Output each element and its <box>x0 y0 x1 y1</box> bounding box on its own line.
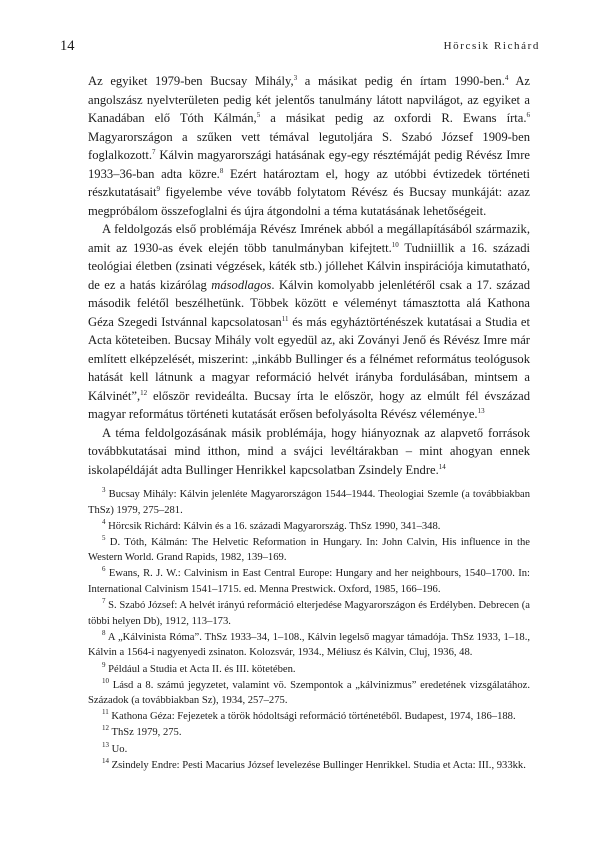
footnotes <box>88 487 530 774</box>
footnote <box>88 519 530 535</box>
footnote-number: 3 <box>102 486 106 494</box>
footnote-number: 10 <box>102 676 109 685</box>
text-run: először revideálta. Bucsay írta le először, hogy az elmúlt fél évszázad magyar református történeti kutatását erősen befolyásolta Révész véleménye. <box>88 388 530 421</box>
footnote <box>88 487 530 518</box>
footnote-ref: 10 <box>391 240 399 249</box>
footnote-ref: 4 <box>504 74 509 82</box>
text-run: Kálvin magyarországi hatásának egy-egy résztémáját pedig Révész Imre 1933–36-ban adta közre. <box>88 148 530 181</box>
footnote-ref: 9 <box>156 185 161 193</box>
text-run: figyelembe véve tovább folytatom Révész és Bucsay munkáját: azaz megpróbálom összefoglalni és újra átgondolni a téma kutatásának lehetőségeit. <box>88 185 530 218</box>
footnote <box>88 630 530 661</box>
paragraph-2 <box>88 220 530 424</box>
text-run: és más egyháztörténészek kutatásai a Studia et Acta köteteiben. Bucsay Mihály volt egyedül az, aki Zoványi Jenő és Révész Imre már említett elképzelését, miszerint: „inkább Bullinger és a félnémet református teológusok hatását kell látnunk a magyar reformáció helvét irányba fordulásában, mintsem a Kálvinét”, <box>88 314 530 403</box>
page-number: 14 <box>60 38 75 54</box>
footnote-ref: 6 <box>526 111 531 119</box>
footnote-ref: 7 <box>152 148 156 156</box>
running-head: Hörcsik Richárd <box>443 40 540 52</box>
footnote-number: 8 <box>102 628 106 637</box>
footnote-ref: 5 <box>256 111 261 119</box>
footnote-text: D. Tóth, Kálmán: The Helvetic Reformation in Hungary. In: John Calvin, His influence in the Western World. Grand Rapids, 1982, 139–169. <box>88 536 531 564</box>
footnote-text: Hörcsik Richárd: Kálvin és a 16. századi Magyarország. ThSz 1990, 341–348. <box>108 520 441 532</box>
main-text <box>88 72 530 479</box>
footnote-number: 5 <box>102 533 106 542</box>
footnote-text: S. Szabó József: A helvét irányú reformáció elterjedése Magyarországon és Erdélyben. Debrecen (a többi helyen Db), 1912, 113–173. <box>88 600 530 627</box>
footnote <box>88 566 530 597</box>
footnote-number: 4 <box>102 517 106 526</box>
text-run: A téma feldolgozásának másik problémája, hogy hiányoznak az alapvető források továbbkutatásai mind itthon, mind a svájci levéltárakban – mint ahogyan ennek iskolapéldáját adta Bullinger Henrikkel kapcsolatban Zsindely Endre. <box>88 425 530 477</box>
footnote-number: 14 <box>102 756 109 765</box>
footnote-ref: 3 <box>293 74 298 82</box>
footnote <box>88 758 530 774</box>
footnote-number: 9 <box>102 660 106 669</box>
text-run: Az egyiket 1979-ben Bucsay Mihály, <box>88 74 294 88</box>
footnote-text: ThSz 1979, 275. <box>111 727 182 739</box>
footnote <box>88 535 530 566</box>
text-run: Magyarországon a szűken vett témával legutoljára S. Szabó József 1909-ben foglalkozott. <box>88 129 530 162</box>
italic-term: másodlagos <box>211 277 272 292</box>
footnote <box>88 742 530 758</box>
footnote-text: Lásd a 8. számú jegyzetet, valamint vö. Szempontok a „kálvinizmus” eredetének vizsgálatához. Századok (a továbbiakban Sz), 1934, 257–275. <box>88 679 530 707</box>
footnote-number: 11 <box>102 708 109 717</box>
footnote-ref: 12 <box>140 388 148 397</box>
footnote-number: 13 <box>102 740 109 749</box>
footnote-number: 12 <box>102 724 109 733</box>
footnote-text: Zsindely Endre: Pesti Macarius József levelezése Bullinger Henrikkel. Studia et Acta: III., 933kk. <box>111 759 526 771</box>
footnote <box>88 598 530 629</box>
footnote-text: Bucsay Mihály: Kálvin jelenléte Magyarországon 1544–1944. Theologiai Szemle (a továbbiakban ThSz) 1979, 275–281. <box>88 489 530 516</box>
footnote <box>88 709 530 725</box>
text-run: a másikat pedig én írtam 1990-ben. <box>297 74 505 88</box>
footnote-text: Ewans, R. J. W.: Calvinism in East Central Europe: Hungary and her neighbours, 1540–1700. In: International Calvinism 1541–1715. ed. Menna Prestwick. Oxford, 1985, 166–196. <box>88 568 530 596</box>
footnote-text: Kathona Géza: Fejezetek a török hódoltsági reformáció történetéből. Budapest, 1974, 186–188. <box>111 711 516 723</box>
footnote-ref: 11 <box>281 314 289 323</box>
text-run: Tudniillik a 16. századi teológiai életben (zsinati végzések, káték stb.) jóllehet Kálvin inspirációja kimutatható, de ez a hatás kizárólag <box>88 240 531 292</box>
footnote <box>88 725 530 741</box>
paragraph-1 <box>88 72 530 220</box>
footnote-number: 6 <box>102 565 106 574</box>
page-header <box>60 38 540 58</box>
footnote <box>88 678 530 709</box>
footnote-ref: 8 <box>219 166 224 175</box>
footnote-text: Uo. <box>111 743 128 755</box>
paragraph-3 <box>88 424 530 480</box>
footnote-number: 7 <box>102 597 106 606</box>
text-run: Ezért határoztam el, hogy az utóbbi évtizedek történeti részkutatásait <box>88 166 530 199</box>
footnote-ref: 14 <box>438 462 446 471</box>
text-run: A feldolgozás első problémája Révész Imrének abból a megállapításából származik, amit az 1930-as évek elején több tanulmányban kifejtett. <box>88 222 530 255</box>
footnote-ref: 13 <box>477 407 485 415</box>
text-run: a másikat pedig az oxfordi R. Ewans írta. <box>260 111 527 125</box>
footnote-text: Például a Studia et Acta II. és III. kötetében. <box>108 663 296 675</box>
text-run: . Kálvin komolyabb jelenlétéről csak a 17. század második felétől beszélhetünk. Többek között e véleményt támasztotta alá Kathona Géza Szegedi Istvánnal kapcsolatosan <box>88 277 530 329</box>
footnote <box>88 662 530 678</box>
footnote-text: A „Kálvinista Róma”. ThSz 1933–34, 1–108., Kálvin legelső magyar támadója. ThSz 1933, 1–18., Kálvin a 1564-i nagyenyedi zsinaton. Kolozsvár, 1934., Méliusz és Kálvin, Cluj, 1936, 48. <box>88 631 530 659</box>
text-run: Az angolszász nyelvterületen pedig két jelentős tanulmány látott napvilágot, az egyiket a Kanadában elő Tóth Kálmán, <box>88 74 530 125</box>
